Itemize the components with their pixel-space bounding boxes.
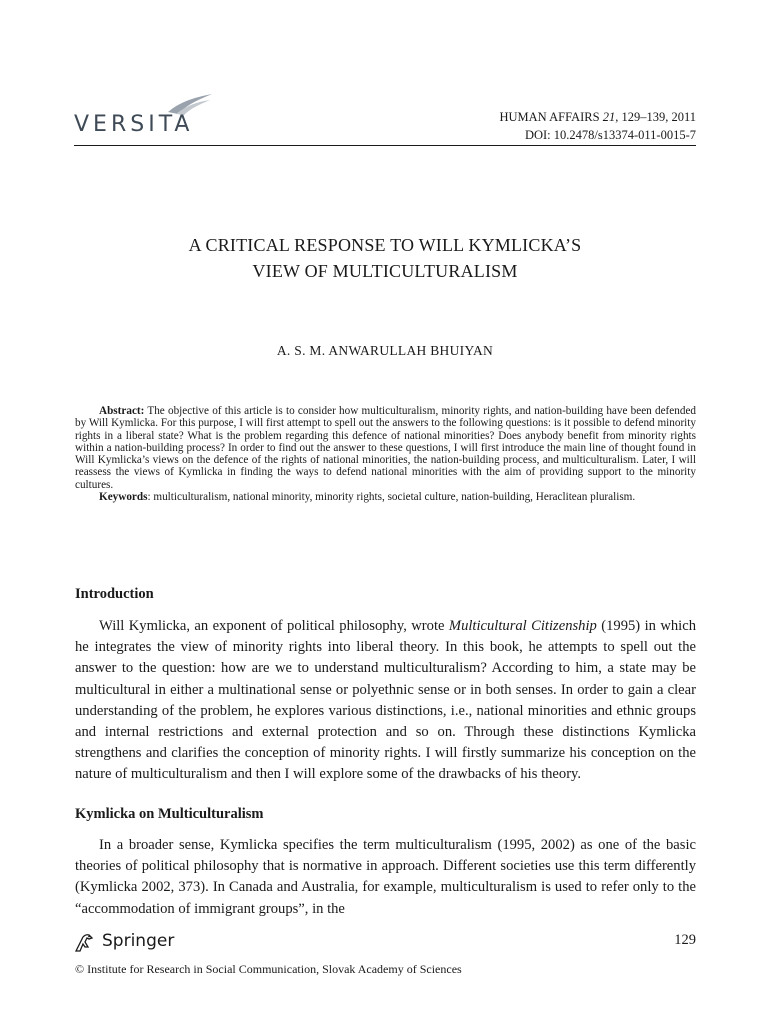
title-line-1: A CRITICAL RESPONSE TO WILL KYMLICKA’S xyxy=(188,235,582,255)
doi: DOI: 10.2478/s13374-011-0015-7 xyxy=(524,128,696,142)
header-rule xyxy=(74,145,696,146)
versita-logo xyxy=(74,92,214,142)
keywords-paragraph xyxy=(75,491,696,503)
section-paragraph: In a broader sense, Kymlicka specifies the term multiculturalism (1995, 2002) as one of the basic theories of political philosophy that is normative in approach. Different societies use this term differently (Kymlicka 2002, 373). In Canada and Australia, for example, multiculturalism is used to refer only to the “accommodation of immigrant groups”, in the xyxy=(75,837,696,917)
abstract-label: Abstract: xyxy=(99,405,145,417)
author: A. S. M. ANWARULLAH BHUIYAN xyxy=(276,343,494,358)
page-number: 129 xyxy=(674,932,696,948)
journal-volume: 21 xyxy=(602,110,616,124)
springer-horse-icon xyxy=(72,930,96,954)
abstract-paragraph xyxy=(75,405,696,491)
abstract xyxy=(75,405,696,503)
section-heading: Kymlicka on Multiculturalism xyxy=(75,806,264,822)
versita-logo-text: VERSITA xyxy=(74,112,194,137)
springer-text: Springer xyxy=(102,931,175,951)
book-title: Multicultural Citizenship xyxy=(448,618,597,634)
title-line-2: VIEW OF MULTICULTURALISM xyxy=(252,261,518,281)
paper-title xyxy=(74,232,696,284)
journal-line: HUMAN AFFAIRS 21, 129–139, 2011 xyxy=(499,110,696,124)
keywords-label: Keywords xyxy=(99,491,148,504)
keywords-text: : multiculturalism, national minority, minority rights, societal culture, nation-building, Heraclitean pluralism. xyxy=(147,491,636,504)
copyright-notice: © Institute for Research in Social Communication, Slovak Academy of Sciences xyxy=(75,962,462,976)
introduction-heading: Introduction xyxy=(75,586,154,602)
introduction-paragraph: Will Kymlicka, an exponent of political philosophy, wrote Multicultural Citizenship (1995) in which he integrates the view of minority rights into liberal theory. In this book, he attempts to spell out the answer to the question: how are we to understand multiculturalism? According to him, a state may be multicultural in either a multinational sense or polyethnic sense or in both senses. In order to gain a clear understanding of the problem, he explores various distinctions, i.e., national minorities and ethnic groups and internal restrictions and external protection and so on. Through these distinctions Kymlicka strengthens and clarifies the conception of minority rights. I will firstly summarize his conception on the nature of multiculturalism and then I will explore some of the drawbacks of his theory. xyxy=(75,618,696,783)
journal-citation xyxy=(499,108,696,144)
abstract-text: The objective of this article is to consider how multiculturalism, minority rights, and nation-building have been defended by Will Kymlicka. For this purpose, I will first attempt to spell out the answers to the following questions: is it possible to defend minority rights in a liberal state? What is the problem regarding this defence of national minorities? Does anybody benefit from minority rights within a nation-building process? In order to find out the answer to these questions, I will first introduce the main line of thought found in Will Kymlicka’s views on the defence of the rights of national minorities, the nation-building process, and multiculturalism. Later, I will reassess the views of Kymlicka in finding the ways to defend national minorities with the aim of providing support to the minority cultures. xyxy=(75,405,696,491)
